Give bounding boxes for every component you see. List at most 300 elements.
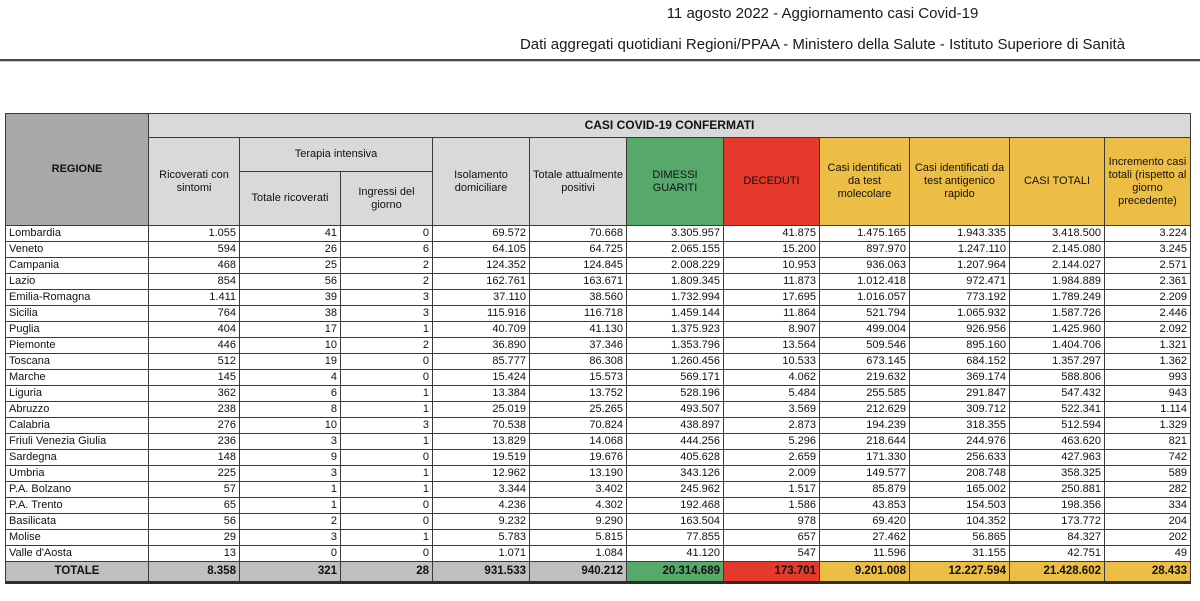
value-cell: 3 (341, 290, 433, 306)
value-cell: 499.004 (820, 322, 910, 338)
value-cell: 1 (341, 482, 433, 498)
total-value-cell: 28 (341, 562, 433, 583)
value-cell: 493.507 (627, 402, 724, 418)
value-cell: 1.984.889 (1010, 274, 1105, 290)
value-cell: 41.120 (627, 546, 724, 562)
table-row (6, 354, 1191, 370)
value-cell: 17 (240, 322, 341, 338)
value-cell: 225 (149, 466, 240, 482)
total-label-cell: TOTALE (6, 562, 149, 583)
value-cell: 3 (240, 530, 341, 546)
value-cell: 1.207.964 (910, 258, 1010, 274)
value-cell: 27.462 (820, 530, 910, 546)
value-cell: 2.065.155 (627, 242, 724, 258)
table-row (6, 306, 1191, 322)
value-cell: 163.671 (530, 274, 627, 290)
value-cell: 1.459.144 (627, 306, 724, 322)
region-cell: Abruzzo (6, 402, 149, 418)
region-cell: Basilicata (6, 514, 149, 530)
value-cell: 897.970 (820, 242, 910, 258)
column-header-molecolare: Casi identificati da test molecolare (820, 138, 910, 226)
value-cell: 192.468 (627, 498, 724, 514)
value-cell: 5.783 (433, 530, 530, 546)
region-cell: Umbria (6, 466, 149, 482)
value-cell: 1.586 (724, 498, 820, 514)
value-cell: 1 (341, 466, 433, 482)
column-group-terapia-intensiva: Terapia intensiva (240, 138, 433, 172)
value-cell: 1.357.297 (1010, 354, 1105, 370)
value-cell: 31.155 (910, 546, 1010, 562)
value-cell: 10 (240, 338, 341, 354)
value-cell: 3.344 (433, 482, 530, 498)
total-value-cell: 12.227.594 (910, 562, 1010, 583)
value-cell: 521.794 (820, 306, 910, 322)
value-cell: 145 (149, 370, 240, 386)
value-cell: 124.352 (433, 258, 530, 274)
total-value-cell: 321 (240, 562, 341, 583)
value-cell: 9.290 (530, 514, 627, 530)
header-group-row (6, 138, 1191, 172)
value-cell: 1.065.932 (910, 306, 1010, 322)
column-header-regione: REGIONE (6, 114, 149, 226)
value-cell: 10.533 (724, 354, 820, 370)
value-cell: 1.247.110 (910, 242, 1010, 258)
value-cell: 13.384 (433, 386, 530, 402)
table-row (6, 242, 1191, 258)
value-cell: 1.353.796 (627, 338, 724, 354)
value-cell: 56 (240, 274, 341, 290)
region-cell: Molise (6, 530, 149, 546)
table-row (6, 290, 1191, 306)
table-body (6, 226, 1191, 583)
table-row (6, 338, 1191, 354)
value-cell: 70.538 (433, 418, 530, 434)
value-cell: 1.375.923 (627, 322, 724, 338)
value-cell: 85.879 (820, 482, 910, 498)
separator-line (0, 59, 1200, 62)
value-cell: 438.897 (627, 418, 724, 434)
value-cell: 37.346 (530, 338, 627, 354)
region-cell: Lazio (6, 274, 149, 290)
value-cell: 38 (240, 306, 341, 322)
value-cell: 29 (149, 530, 240, 546)
value-cell: 522.341 (1010, 402, 1105, 418)
value-cell: 1.071 (433, 546, 530, 562)
value-cell: 13.829 (433, 434, 530, 450)
value-cell: 4 (240, 370, 341, 386)
region-cell: Veneto (6, 242, 149, 258)
region-cell: P.A. Bolzano (6, 482, 149, 498)
value-cell: 3 (240, 466, 341, 482)
value-cell: 19.676 (530, 450, 627, 466)
value-cell: 255.585 (820, 386, 910, 402)
value-cell: 0 (341, 370, 433, 386)
value-cell: 13.752 (530, 386, 627, 402)
value-cell: 1.260.456 (627, 354, 724, 370)
value-cell: 8.907 (724, 322, 820, 338)
total-value-cell: 20.314.689 (627, 562, 724, 583)
value-cell: 2 (341, 258, 433, 274)
value-cell: 69.420 (820, 514, 910, 530)
value-cell: 43.853 (820, 498, 910, 514)
value-cell: 282 (1105, 482, 1191, 498)
value-cell: 173.772 (1010, 514, 1105, 530)
value-cell: 978 (724, 514, 820, 530)
value-cell: 104.352 (910, 514, 1010, 530)
value-cell: 40.709 (433, 322, 530, 338)
value-cell: 39 (240, 290, 341, 306)
region-cell: Sicilia (6, 306, 149, 322)
value-cell: 149.577 (820, 466, 910, 482)
value-cell: 238 (149, 402, 240, 418)
value-cell: 1.084 (530, 546, 627, 562)
value-cell: 49 (1105, 546, 1191, 562)
region-cell: Calabria (6, 418, 149, 434)
region-cell: Toscana (6, 354, 149, 370)
value-cell: 148 (149, 450, 240, 466)
column-header-ingressi: Ingressi del giorno (341, 172, 433, 226)
value-cell: 0 (341, 514, 433, 530)
value-cell: 2 (240, 514, 341, 530)
value-cell: 5.296 (724, 434, 820, 450)
column-header-positivi: Totale attualmente positivi (530, 138, 627, 226)
value-cell: 2 (341, 338, 433, 354)
value-cell: 19 (240, 354, 341, 370)
value-cell: 11.864 (724, 306, 820, 322)
value-cell: 2.571 (1105, 258, 1191, 274)
value-cell: 41.130 (530, 322, 627, 338)
region-cell: Valle d'Aosta (6, 546, 149, 562)
value-cell: 2.361 (1105, 274, 1191, 290)
value-cell: 1 (240, 498, 341, 514)
value-cell: 86.308 (530, 354, 627, 370)
value-cell: 1 (341, 402, 433, 418)
value-cell: 13.190 (530, 466, 627, 482)
column-header-deceduti: DECEDUTI (724, 138, 820, 226)
value-cell: 509.546 (820, 338, 910, 354)
table-row (6, 402, 1191, 418)
value-cell: 1.329 (1105, 418, 1191, 434)
value-cell: 446 (149, 338, 240, 354)
value-cell: 38.560 (530, 290, 627, 306)
value-cell: 154.503 (910, 498, 1010, 514)
value-cell: 1.055 (149, 226, 240, 242)
value-cell: 1 (341, 386, 433, 402)
table-banner: CASI COVID-19 CONFERMATI (149, 114, 1191, 138)
value-cell: 6 (240, 386, 341, 402)
value-cell: 821 (1105, 434, 1191, 450)
value-cell: 528.196 (627, 386, 724, 402)
value-cell: 404 (149, 322, 240, 338)
value-cell: 3 (341, 418, 433, 434)
value-cell: 3.305.957 (627, 226, 724, 242)
table-row (6, 322, 1191, 338)
value-cell: 245.962 (627, 482, 724, 498)
value-cell: 673.145 (820, 354, 910, 370)
value-cell: 773.192 (910, 290, 1010, 306)
value-cell: 943 (1105, 386, 1191, 402)
region-cell: Sardegna (6, 450, 149, 466)
value-cell: 0 (240, 546, 341, 562)
value-cell: 244.976 (910, 434, 1010, 450)
column-header-totale-ricoverati: Totale ricoverati (240, 172, 341, 226)
value-cell: 64.105 (433, 242, 530, 258)
value-cell: 444.256 (627, 434, 724, 450)
value-cell: 589 (1105, 466, 1191, 482)
value-cell: 309.712 (910, 402, 1010, 418)
value-cell: 208.748 (910, 466, 1010, 482)
value-cell: 10.953 (724, 258, 820, 274)
value-cell: 512.594 (1010, 418, 1105, 434)
value-cell: 2.092 (1105, 322, 1191, 338)
value-cell: 57 (149, 482, 240, 498)
table-row (6, 274, 1191, 290)
value-cell: 9 (240, 450, 341, 466)
value-cell: 41 (240, 226, 341, 242)
value-cell: 2.144.027 (1010, 258, 1105, 274)
value-cell: 42.751 (1010, 546, 1105, 562)
value-cell: 1.517 (724, 482, 820, 498)
value-cell: 1 (341, 322, 433, 338)
value-cell: 4.236 (433, 498, 530, 514)
value-cell: 70.824 (530, 418, 627, 434)
value-cell: 1.114 (1105, 402, 1191, 418)
value-cell: 1 (341, 530, 433, 546)
value-cell: 0 (341, 226, 433, 242)
value-cell: 3 (341, 306, 433, 322)
covid-table (5, 113, 1191, 584)
value-cell: 0 (341, 354, 433, 370)
table-row (6, 450, 1191, 466)
table-row (6, 434, 1191, 450)
value-cell: 1.789.249 (1010, 290, 1105, 306)
value-cell: 1.732.994 (627, 290, 724, 306)
region-cell: P.A. Trento (6, 498, 149, 514)
value-cell: 2.009 (724, 466, 820, 482)
value-cell: 15.424 (433, 370, 530, 386)
value-cell: 1 (341, 434, 433, 450)
title-block (450, 5, 1195, 54)
table-row (6, 226, 1191, 242)
value-cell: 993 (1105, 370, 1191, 386)
value-cell: 204 (1105, 514, 1191, 530)
value-cell: 291.847 (910, 386, 1010, 402)
region-cell: Lombardia (6, 226, 149, 242)
value-cell: 37.110 (433, 290, 530, 306)
value-cell: 115.916 (433, 306, 530, 322)
value-cell: 36.890 (433, 338, 530, 354)
value-cell: 936.063 (820, 258, 910, 274)
value-cell: 4.062 (724, 370, 820, 386)
value-cell: 12.962 (433, 466, 530, 482)
total-value-cell: 931.533 (433, 562, 530, 583)
value-cell: 236 (149, 434, 240, 450)
page-title: 11 agosto 2022 - Aggiornamento casi Covid-19 (666, 5, 979, 22)
column-header-antigenico: Casi identificati da test antigenico rapido (910, 138, 1010, 226)
column-header-isolamento: Isolamento domiciliare (433, 138, 530, 226)
total-row (6, 562, 1191, 583)
value-cell: 9.232 (433, 514, 530, 530)
value-cell: 19.519 (433, 450, 530, 466)
value-cell: 594 (149, 242, 240, 258)
value-cell: 2.446 (1105, 306, 1191, 322)
value-cell: 25.019 (433, 402, 530, 418)
value-cell: 764 (149, 306, 240, 322)
value-cell: 26 (240, 242, 341, 258)
value-cell: 124.845 (530, 258, 627, 274)
value-cell: 318.355 (910, 418, 1010, 434)
value-cell: 334 (1105, 498, 1191, 514)
value-cell: 5.815 (530, 530, 627, 546)
value-cell: 588.806 (1010, 370, 1105, 386)
value-cell: 171.330 (820, 450, 910, 466)
table-row (6, 386, 1191, 402)
value-cell: 2.659 (724, 450, 820, 466)
value-cell: 547.432 (1010, 386, 1105, 402)
value-cell: 56 (149, 514, 240, 530)
total-value-cell: 173.701 (724, 562, 820, 583)
value-cell: 10 (240, 418, 341, 434)
value-cell: 13.564 (724, 338, 820, 354)
column-header-incremento: Incremento casi totali (rispetto al giorno precedente) (1105, 138, 1191, 226)
value-cell: 854 (149, 274, 240, 290)
value-cell: 3 (240, 434, 341, 450)
value-cell: 1.587.726 (1010, 306, 1105, 322)
total-value-cell: 9.201.008 (820, 562, 910, 583)
value-cell: 405.628 (627, 450, 724, 466)
value-cell: 77.855 (627, 530, 724, 546)
value-cell: 463.620 (1010, 434, 1105, 450)
value-cell: 84.327 (1010, 530, 1105, 546)
table-row (6, 466, 1191, 482)
value-cell: 684.152 (910, 354, 1010, 370)
value-cell: 25.265 (530, 402, 627, 418)
value-cell: 5.484 (724, 386, 820, 402)
value-cell: 25 (240, 258, 341, 274)
value-cell: 198.356 (1010, 498, 1105, 514)
value-cell: 162.761 (433, 274, 530, 290)
value-cell: 468 (149, 258, 240, 274)
value-cell: 8 (240, 402, 341, 418)
region-cell: Liguria (6, 386, 149, 402)
value-cell: 0 (341, 498, 433, 514)
value-cell: 742 (1105, 450, 1191, 466)
value-cell: 343.126 (627, 466, 724, 482)
value-cell: 13 (149, 546, 240, 562)
value-cell: 56.865 (910, 530, 1010, 546)
value-cell: 15.200 (724, 242, 820, 258)
value-cell: 65 (149, 498, 240, 514)
value-cell: 70.668 (530, 226, 627, 242)
value-cell: 569.171 (627, 370, 724, 386)
value-cell: 1.411 (149, 290, 240, 306)
value-cell: 165.002 (910, 482, 1010, 498)
value-cell: 17.695 (724, 290, 820, 306)
value-cell: 11.873 (724, 274, 820, 290)
value-cell: 895.160 (910, 338, 1010, 354)
value-cell: 3.418.500 (1010, 226, 1105, 242)
value-cell: 1.425.960 (1010, 322, 1105, 338)
value-cell: 3.402 (530, 482, 627, 498)
table-row (6, 418, 1191, 434)
column-header-guariti: DIMESSI GUARITI (627, 138, 724, 226)
region-cell: Puglia (6, 322, 149, 338)
value-cell: 2.008.229 (627, 258, 724, 274)
total-value-cell: 8.358 (149, 562, 240, 583)
value-cell: 362 (149, 386, 240, 402)
value-cell: 3.224 (1105, 226, 1191, 242)
value-cell: 926.956 (910, 322, 1010, 338)
value-cell: 3.569 (724, 402, 820, 418)
total-value-cell: 21.428.602 (1010, 562, 1105, 583)
value-cell: 14.068 (530, 434, 627, 450)
value-cell: 1.016.057 (820, 290, 910, 306)
region-cell: Campania (6, 258, 149, 274)
table-row (6, 498, 1191, 514)
table-row (6, 530, 1191, 546)
value-cell: 1.404.706 (1010, 338, 1105, 354)
value-cell: 1.362 (1105, 354, 1191, 370)
value-cell: 256.633 (910, 450, 1010, 466)
value-cell: 276 (149, 418, 240, 434)
value-cell: 2 (341, 274, 433, 290)
value-cell: 11.596 (820, 546, 910, 562)
column-header-ricoverati: Ricoverati con sintomi (149, 138, 240, 226)
value-cell: 0 (341, 546, 433, 562)
value-cell: 41.875 (724, 226, 820, 242)
value-cell: 64.725 (530, 242, 627, 258)
value-cell: 2.145.080 (1010, 242, 1105, 258)
value-cell: 427.963 (1010, 450, 1105, 466)
value-cell: 972.471 (910, 274, 1010, 290)
value-cell: 2.209 (1105, 290, 1191, 306)
table-row (6, 370, 1191, 386)
value-cell: 547 (724, 546, 820, 562)
value-cell: 1.321 (1105, 338, 1191, 354)
value-cell: 1.012.418 (820, 274, 910, 290)
value-cell: 194.239 (820, 418, 910, 434)
value-cell: 6 (341, 242, 433, 258)
value-cell: 3.245 (1105, 242, 1191, 258)
banner-row (6, 114, 1191, 138)
region-cell: Marche (6, 370, 149, 386)
value-cell: 512 (149, 354, 240, 370)
value-cell: 163.504 (627, 514, 724, 530)
region-cell: Piemonte (6, 338, 149, 354)
region-cell: Emilia-Romagna (6, 290, 149, 306)
table-row (6, 258, 1191, 274)
value-cell: 4.302 (530, 498, 627, 514)
value-cell: 85.777 (433, 354, 530, 370)
region-cell: Friuli Venezia Giulia (6, 434, 149, 450)
value-cell: 369.174 (910, 370, 1010, 386)
value-cell: 219.632 (820, 370, 910, 386)
table-row (6, 482, 1191, 498)
total-value-cell: 940.212 (530, 562, 627, 583)
column-header-casi-totali: CASI TOTALI (1010, 138, 1105, 226)
value-cell: 1.943.335 (910, 226, 1010, 242)
value-cell: 1.475.165 (820, 226, 910, 242)
value-cell: 250.881 (1010, 482, 1105, 498)
value-cell: 2.873 (724, 418, 820, 434)
value-cell: 15.573 (530, 370, 627, 386)
value-cell: 1.809.345 (627, 274, 724, 290)
value-cell: 1 (240, 482, 341, 498)
value-cell: 0 (341, 450, 433, 466)
value-cell: 358.325 (1010, 466, 1105, 482)
table-row (6, 546, 1191, 562)
value-cell: 116.718 (530, 306, 627, 322)
